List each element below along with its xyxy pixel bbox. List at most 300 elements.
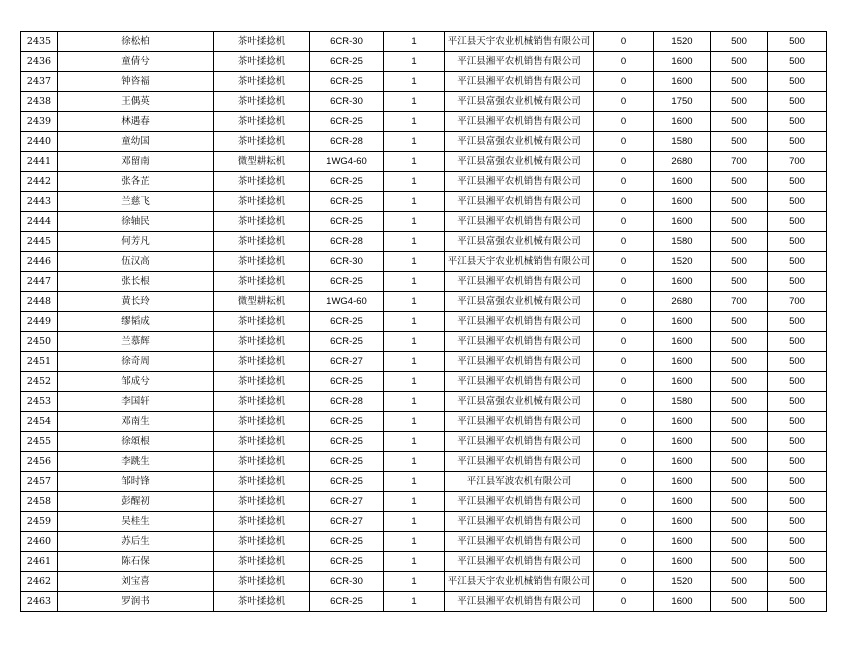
buyer-name-cell: 邹时锋 xyxy=(58,472,214,492)
dealer-cell: 平江县富强农业机械有限公司 xyxy=(445,152,594,172)
dealer-cell: 平江县湘平农机销售有限公司 xyxy=(445,412,594,432)
value-cell: 0 xyxy=(594,432,654,452)
model-cell: 6CR-30 xyxy=(310,252,384,272)
value-cell: 0 xyxy=(594,192,654,212)
row-index-cell: 2442 xyxy=(21,172,58,192)
machine-type-cell: 茶叶揉捻机 xyxy=(214,72,310,92)
price-cell: 1580 xyxy=(654,232,711,252)
row-index-cell: 2449 xyxy=(21,312,58,332)
subsidy-a-cell: 500 xyxy=(711,272,768,292)
subsidy-b-cell: 500 xyxy=(768,232,827,252)
model-cell: 6CR-25 xyxy=(310,172,384,192)
dealer-cell: 平江县天宇农业机械销售有限公司 xyxy=(445,252,594,272)
subsidy-b-cell: 500 xyxy=(768,52,827,72)
value-cell: 0 xyxy=(594,232,654,252)
buyer-name-cell: 何芳凡 xyxy=(58,232,214,252)
row-index-cell: 2435 xyxy=(21,32,58,52)
subsidy-a-cell: 500 xyxy=(711,232,768,252)
machine-type-cell: 茶叶揉捻机 xyxy=(214,132,310,152)
dealer-cell: 平江县湘平农机销售有限公司 xyxy=(445,352,594,372)
row-index-cell: 2438 xyxy=(21,92,58,112)
value-cell: 0 xyxy=(594,272,654,292)
price-cell: 1520 xyxy=(654,32,711,52)
machine-type-cell: 茶叶揉捻机 xyxy=(214,372,310,392)
subsidy-b-cell: 500 xyxy=(768,312,827,332)
row-index-cell: 2443 xyxy=(21,192,58,212)
machine-type-cell: 茶叶揉捻机 xyxy=(214,192,310,212)
quantity-cell: 1 xyxy=(384,172,445,192)
buyer-name-cell: 童倩兮 xyxy=(58,52,214,72)
subsidy-a-cell: 500 xyxy=(711,392,768,412)
quantity-cell: 1 xyxy=(384,492,445,512)
subsidy-b-cell: 500 xyxy=(768,332,827,352)
row-index-cell: 2463 xyxy=(21,592,58,612)
quantity-cell: 1 xyxy=(384,152,445,172)
table-row xyxy=(21,332,827,352)
price-cell: 1600 xyxy=(654,492,711,512)
table-row xyxy=(21,112,827,132)
model-cell: 6CR-30 xyxy=(310,572,384,592)
price-cell: 1600 xyxy=(654,172,711,192)
value-cell: 0 xyxy=(594,292,654,312)
quantity-cell: 1 xyxy=(384,372,445,392)
buyer-name-cell: 兰慈飞 xyxy=(58,192,214,212)
value-cell: 0 xyxy=(594,72,654,92)
buyer-name-cell: 王偶英 xyxy=(58,92,214,112)
value-cell: 0 xyxy=(594,212,654,232)
buyer-name-cell: 吴桂生 xyxy=(58,512,214,532)
subsidy-a-cell: 500 xyxy=(711,552,768,572)
price-cell: 1600 xyxy=(654,432,711,452)
subsidy-b-cell: 500 xyxy=(768,432,827,452)
row-index-cell: 2456 xyxy=(21,452,58,472)
quantity-cell: 1 xyxy=(384,552,445,572)
table-row xyxy=(21,272,827,292)
machine-type-cell: 茶叶揉捻机 xyxy=(214,52,310,72)
table-row xyxy=(21,592,827,612)
dealer-cell: 平江县军波农机有限公司 xyxy=(445,472,594,492)
table-row xyxy=(21,372,827,392)
quantity-cell: 1 xyxy=(384,312,445,332)
model-cell: 6CR-25 xyxy=(310,272,384,292)
subsidy-b-cell: 500 xyxy=(768,32,827,52)
subsidy-a-cell: 500 xyxy=(711,252,768,272)
subsidy-a-cell: 700 xyxy=(711,152,768,172)
value-cell: 0 xyxy=(594,252,654,272)
row-index-cell: 2448 xyxy=(21,292,58,312)
subsidy-a-cell: 500 xyxy=(711,412,768,432)
buyer-name-cell: 钟咨福 xyxy=(58,72,214,92)
buyer-name-cell: 邓留南 xyxy=(58,152,214,172)
model-cell: 6CR-27 xyxy=(310,512,384,532)
price-cell: 2680 xyxy=(654,292,711,312)
value-cell: 0 xyxy=(594,512,654,532)
value-cell: 0 xyxy=(594,152,654,172)
row-index-cell: 2453 xyxy=(21,392,58,412)
machine-type-cell: 微型耕耘机 xyxy=(214,292,310,312)
row-index-cell: 2460 xyxy=(21,532,58,552)
subsidy-table xyxy=(20,31,827,612)
table-row xyxy=(21,512,827,532)
price-cell: 1600 xyxy=(654,272,711,292)
price-cell: 1580 xyxy=(654,132,711,152)
table-row xyxy=(21,152,827,172)
row-index-cell: 2447 xyxy=(21,272,58,292)
buyer-name-cell: 苏后生 xyxy=(58,532,214,552)
subsidy-b-cell: 700 xyxy=(768,292,827,312)
buyer-name-cell: 陈石保 xyxy=(58,552,214,572)
table-row xyxy=(21,192,827,212)
value-cell: 0 xyxy=(594,352,654,372)
buyer-name-cell: 邹成兮 xyxy=(58,372,214,392)
machine-type-cell: 茶叶揉捻机 xyxy=(214,32,310,52)
row-index-cell: 2459 xyxy=(21,512,58,532)
subsidy-b-cell: 500 xyxy=(768,572,827,592)
machine-type-cell: 茶叶揉捻机 xyxy=(214,492,310,512)
subsidy-a-cell: 500 xyxy=(711,32,768,52)
table-row xyxy=(21,392,827,412)
quantity-cell: 1 xyxy=(384,332,445,352)
dealer-cell: 平江县湘平农机销售有限公司 xyxy=(445,312,594,332)
row-index-cell: 2439 xyxy=(21,112,58,132)
dealer-cell: 平江县湘平农机销售有限公司 xyxy=(445,372,594,392)
price-cell: 1600 xyxy=(654,552,711,572)
subsidy-a-cell: 500 xyxy=(711,72,768,92)
table-row xyxy=(21,572,827,592)
dealer-cell: 平江县天宇农业机械销售有限公司 xyxy=(445,32,594,52)
dealer-cell: 平江县湘平农机销售有限公司 xyxy=(445,512,594,532)
machine-type-cell: 茶叶揉捻机 xyxy=(214,172,310,192)
row-index-cell: 2437 xyxy=(21,72,58,92)
price-cell: 1600 xyxy=(654,352,711,372)
price-cell: 2680 xyxy=(654,152,711,172)
model-cell: 6CR-28 xyxy=(310,392,384,412)
machine-type-cell: 茶叶揉捻机 xyxy=(214,232,310,252)
table-row xyxy=(21,292,827,312)
machine-type-cell: 微型耕耘机 xyxy=(214,152,310,172)
price-cell: 1520 xyxy=(654,252,711,272)
table-row xyxy=(21,132,827,152)
dealer-cell: 平江县湘平农机销售有限公司 xyxy=(445,452,594,472)
subsidy-b-cell: 500 xyxy=(768,272,827,292)
price-cell: 1600 xyxy=(654,112,711,132)
subsidy-a-cell: 500 xyxy=(711,372,768,392)
machine-type-cell: 茶叶揉捻机 xyxy=(214,472,310,492)
dealer-cell: 平江县富强农业机械有限公司 xyxy=(445,292,594,312)
model-cell: 6CR-25 xyxy=(310,472,384,492)
machine-type-cell: 茶叶揉捻机 xyxy=(214,332,310,352)
row-index-cell: 2461 xyxy=(21,552,58,572)
subsidy-b-cell: 500 xyxy=(768,72,827,92)
table-row xyxy=(21,492,827,512)
row-index-cell: 2455 xyxy=(21,432,58,452)
subsidy-a-cell: 500 xyxy=(711,92,768,112)
buyer-name-cell: 李跳生 xyxy=(58,452,214,472)
dealer-cell: 平江县富强农业机械有限公司 xyxy=(445,392,594,412)
buyer-name-cell: 徐頌根 xyxy=(58,432,214,452)
table-row xyxy=(21,212,827,232)
row-index-cell: 2457 xyxy=(21,472,58,492)
quantity-cell: 1 xyxy=(384,32,445,52)
table-row xyxy=(21,172,827,192)
row-index-cell: 2440 xyxy=(21,132,58,152)
dealer-cell: 平江县湘平农机销售有限公司 xyxy=(445,72,594,92)
value-cell: 0 xyxy=(594,372,654,392)
value-cell: 0 xyxy=(594,572,654,592)
buyer-name-cell: 刘宝喜 xyxy=(58,572,214,592)
subsidy-a-cell: 500 xyxy=(711,192,768,212)
buyer-name-cell: 兰慕辉 xyxy=(58,332,214,352)
model-cell: 6CR-27 xyxy=(310,352,384,372)
buyer-name-cell: 邓南生 xyxy=(58,412,214,432)
subsidy-a-cell: 500 xyxy=(711,172,768,192)
subsidy-a-cell: 500 xyxy=(711,52,768,72)
table-row xyxy=(21,252,827,272)
model-cell: 6CR-28 xyxy=(310,232,384,252)
price-cell: 1600 xyxy=(654,312,711,332)
model-cell: 6CR-28 xyxy=(310,132,384,152)
subsidy-a-cell: 500 xyxy=(711,312,768,332)
row-index-cell: 2436 xyxy=(21,52,58,72)
table-row xyxy=(21,32,827,52)
buyer-name-cell: 徐轴民 xyxy=(58,212,214,232)
machine-type-cell: 茶叶揉捻机 xyxy=(214,392,310,412)
quantity-cell: 1 xyxy=(384,412,445,432)
machine-type-cell: 茶叶揉捻机 xyxy=(214,412,310,432)
subsidy-b-cell: 500 xyxy=(768,372,827,392)
quantity-cell: 1 xyxy=(384,132,445,152)
dealer-cell: 平江县湘平农机销售有限公司 xyxy=(445,592,594,612)
model-cell: 6CR-25 xyxy=(310,552,384,572)
quantity-cell: 1 xyxy=(384,72,445,92)
price-cell: 1600 xyxy=(654,412,711,432)
value-cell: 0 xyxy=(594,92,654,112)
subsidy-a-cell: 500 xyxy=(711,492,768,512)
value-cell: 0 xyxy=(594,472,654,492)
dealer-cell: 平江县湘平农机销售有限公司 xyxy=(445,112,594,132)
subsidy-b-cell: 500 xyxy=(768,552,827,572)
quantity-cell: 1 xyxy=(384,592,445,612)
value-cell: 0 xyxy=(594,392,654,412)
buyer-name-cell: 罗润书 xyxy=(58,592,214,612)
quantity-cell: 1 xyxy=(384,472,445,492)
quantity-cell: 1 xyxy=(384,432,445,452)
value-cell: 0 xyxy=(594,412,654,432)
table-row xyxy=(21,312,827,332)
price-cell: 1600 xyxy=(654,52,711,72)
machine-type-cell: 茶叶揉捻机 xyxy=(214,432,310,452)
machine-type-cell: 茶叶揉捻机 xyxy=(214,92,310,112)
quantity-cell: 1 xyxy=(384,232,445,252)
machine-type-cell: 茶叶揉捻机 xyxy=(214,352,310,372)
subsidy-b-cell: 500 xyxy=(768,112,827,132)
machine-type-cell: 茶叶揉捻机 xyxy=(214,272,310,292)
subsidy-b-cell: 500 xyxy=(768,252,827,272)
subsidy-b-cell: 700 xyxy=(768,152,827,172)
table-row xyxy=(21,552,827,572)
subsidy-a-cell: 500 xyxy=(711,532,768,552)
price-cell: 1600 xyxy=(654,332,711,352)
subsidy-b-cell: 500 xyxy=(768,132,827,152)
table-row xyxy=(21,52,827,72)
dealer-cell: 平江县富强农业机械有限公司 xyxy=(445,232,594,252)
machine-type-cell: 茶叶揉捻机 xyxy=(214,572,310,592)
quantity-cell: 1 xyxy=(384,292,445,312)
row-index-cell: 2441 xyxy=(21,152,58,172)
model-cell: 6CR-25 xyxy=(310,192,384,212)
dealer-cell: 平江县湘平农机销售有限公司 xyxy=(445,332,594,352)
dealer-cell: 平江县湘平农机销售有限公司 xyxy=(445,192,594,212)
machine-type-cell: 茶叶揉捻机 xyxy=(214,592,310,612)
row-index-cell: 2444 xyxy=(21,212,58,232)
value-cell: 0 xyxy=(594,332,654,352)
price-cell: 1600 xyxy=(654,532,711,552)
model-cell: 6CR-25 xyxy=(310,212,384,232)
machine-type-cell: 茶叶揉捻机 xyxy=(214,512,310,532)
dealer-cell: 平江县湘平农机销售有限公司 xyxy=(445,432,594,452)
subsidy-a-cell: 500 xyxy=(711,112,768,132)
dealer-cell: 平江县天宇农业机械销售有限公司 xyxy=(445,572,594,592)
row-index-cell: 2446 xyxy=(21,252,58,272)
price-cell: 1600 xyxy=(654,512,711,532)
quantity-cell: 1 xyxy=(384,212,445,232)
value-cell: 0 xyxy=(594,172,654,192)
model-cell: 6CR-25 xyxy=(310,332,384,352)
buyer-name-cell: 童幼国 xyxy=(58,132,214,152)
price-cell: 1600 xyxy=(654,72,711,92)
price-cell: 1600 xyxy=(654,372,711,392)
quantity-cell: 1 xyxy=(384,52,445,72)
price-cell: 1750 xyxy=(654,92,711,112)
machine-type-cell: 茶叶揉捻机 xyxy=(214,532,310,552)
row-index-cell: 2445 xyxy=(21,232,58,252)
table-row xyxy=(21,532,827,552)
price-cell: 1600 xyxy=(654,212,711,232)
quantity-cell: 1 xyxy=(384,192,445,212)
subsidy-a-cell: 500 xyxy=(711,332,768,352)
model-cell: 6CR-25 xyxy=(310,452,384,472)
buyer-name-cell: 林遇春 xyxy=(58,112,214,132)
quantity-cell: 1 xyxy=(384,572,445,592)
quantity-cell: 1 xyxy=(384,392,445,412)
quantity-cell: 1 xyxy=(384,272,445,292)
row-index-cell: 2462 xyxy=(21,572,58,592)
subsidy-b-cell: 500 xyxy=(768,532,827,552)
table-row xyxy=(21,472,827,492)
quantity-cell: 1 xyxy=(384,252,445,272)
row-index-cell: 2452 xyxy=(21,372,58,392)
dealer-cell: 平江县湘平农机销售有限公司 xyxy=(445,52,594,72)
row-index-cell: 2450 xyxy=(21,332,58,352)
subsidy-b-cell: 500 xyxy=(768,592,827,612)
model-cell: 6CR-25 xyxy=(310,532,384,552)
price-cell: 1600 xyxy=(654,192,711,212)
quantity-cell: 1 xyxy=(384,452,445,472)
buyer-name-cell: 黄长玲 xyxy=(58,292,214,312)
table-row xyxy=(21,232,827,252)
model-cell: 6CR-30 xyxy=(310,92,384,112)
value-cell: 0 xyxy=(594,112,654,132)
row-index-cell: 2451 xyxy=(21,352,58,372)
subsidy-a-cell: 500 xyxy=(711,512,768,532)
dealer-cell: 平江县湘平农机销售有限公司 xyxy=(445,212,594,232)
machine-type-cell: 茶叶揉捻机 xyxy=(214,252,310,272)
subsidy-a-cell: 500 xyxy=(711,432,768,452)
subsidy-a-cell: 700 xyxy=(711,292,768,312)
subsidy-a-cell: 500 xyxy=(711,452,768,472)
subsidy-a-cell: 500 xyxy=(711,212,768,232)
price-cell: 1600 xyxy=(654,592,711,612)
buyer-name-cell: 李国轩 xyxy=(58,392,214,412)
subsidy-a-cell: 500 xyxy=(711,472,768,492)
subsidy-a-cell: 500 xyxy=(711,352,768,372)
price-cell: 1520 xyxy=(654,572,711,592)
subsidy-a-cell: 500 xyxy=(711,132,768,152)
machine-type-cell: 茶叶揉捻机 xyxy=(214,312,310,332)
subsidy-b-cell: 500 xyxy=(768,212,827,232)
model-cell: 6CR-30 xyxy=(310,32,384,52)
table-row xyxy=(21,72,827,92)
model-cell: 6CR-25 xyxy=(310,412,384,432)
model-cell: 6CR-25 xyxy=(310,592,384,612)
machine-type-cell: 茶叶揉捻机 xyxy=(214,552,310,572)
dealer-cell: 平江县湘平农机销售有限公司 xyxy=(445,492,594,512)
model-cell: 1WG4-60 xyxy=(310,292,384,312)
buyer-name-cell: 张长根 xyxy=(58,272,214,292)
dealer-cell: 平江县富强农业机械有限公司 xyxy=(445,92,594,112)
value-cell: 0 xyxy=(594,492,654,512)
subsidy-b-cell: 500 xyxy=(768,472,827,492)
buyer-name-cell: 伍汉高 xyxy=(58,252,214,272)
model-cell: 6CR-25 xyxy=(310,372,384,392)
buyer-name-cell: 彭醒初 xyxy=(58,492,214,512)
table-row xyxy=(21,412,827,432)
model-cell: 6CR-25 xyxy=(310,112,384,132)
subsidy-b-cell: 500 xyxy=(768,492,827,512)
table-row xyxy=(21,432,827,452)
model-cell: 6CR-25 xyxy=(310,432,384,452)
model-cell: 6CR-25 xyxy=(310,312,384,332)
table-body xyxy=(21,32,827,612)
table-row xyxy=(21,452,827,472)
price-cell: 1580 xyxy=(654,392,711,412)
model-cell: 6CR-27 xyxy=(310,492,384,512)
quantity-cell: 1 xyxy=(384,92,445,112)
buyer-name-cell: 徐松柏 xyxy=(58,32,214,52)
value-cell: 0 xyxy=(594,552,654,572)
machine-type-cell: 茶叶揉捻机 xyxy=(214,112,310,132)
subsidy-b-cell: 500 xyxy=(768,392,827,412)
subsidy-b-cell: 500 xyxy=(768,452,827,472)
buyer-name-cell: 缪韬成 xyxy=(58,312,214,332)
machine-type-cell: 茶叶揉捻机 xyxy=(214,212,310,232)
price-cell: 1600 xyxy=(654,452,711,472)
table-row xyxy=(21,352,827,372)
row-index-cell: 2458 xyxy=(21,492,58,512)
machine-type-cell: 茶叶揉捻机 xyxy=(214,452,310,472)
quantity-cell: 1 xyxy=(384,112,445,132)
model-cell: 6CR-25 xyxy=(310,52,384,72)
dealer-cell: 平江县湘平农机销售有限公司 xyxy=(445,272,594,292)
subsidy-b-cell: 500 xyxy=(768,512,827,532)
value-cell: 0 xyxy=(594,592,654,612)
dealer-cell: 平江县富强农业机械有限公司 xyxy=(445,132,594,152)
quantity-cell: 1 xyxy=(384,532,445,552)
value-cell: 0 xyxy=(594,532,654,552)
subsidy-b-cell: 500 xyxy=(768,92,827,112)
row-index-cell: 2454 xyxy=(21,412,58,432)
subsidy-b-cell: 500 xyxy=(768,192,827,212)
